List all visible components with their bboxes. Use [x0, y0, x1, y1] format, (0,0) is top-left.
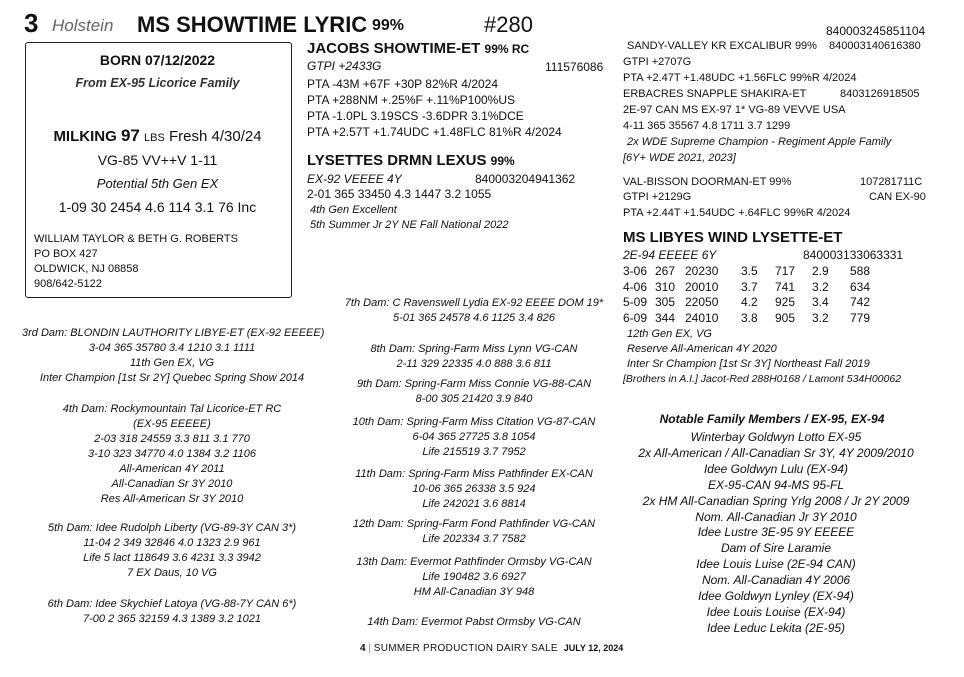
dam-line: 3-04 365 35780 3.4 1210 3.1 1111	[88, 342, 256, 354]
dam-title: 10th Dam: Spring-Farm Miss Citation VG-87-CAN	[352, 416, 596, 428]
sires-sire-registration: 840003140616380	[829, 40, 921, 52]
dam-title: 13th Dam: Evermot Pathfinder Ormsby VG-CAN	[356, 556, 592, 568]
record-cell: 22050	[685, 295, 719, 309]
sires-sire-name: SANDY-VALLEY KR EXCALIBUR 99%	[627, 40, 817, 52]
sire-pta: PTA -1.0PL 3.19SCS -3.6DPR 3.1%DCE	[307, 109, 524, 123]
dam-line: Life 242021 3.6 8814	[422, 498, 526, 510]
record-cell: 4.2	[741, 295, 758, 309]
mgs-gtpi: GTPI +2129G	[623, 191, 692, 203]
mgs-pta: PTA +2.44T +1.54UDC +.64FLC 99%R 4/2024	[623, 207, 851, 219]
animal-name: MS SHOWTIME LYRIC	[137, 12, 368, 37]
milking-value: 97	[120, 126, 140, 145]
notable-member: Nom. All-Canadian Jr 3Y 2010	[695, 509, 857, 524]
granddam-name: MS LIBYES WIND LYSETTE-ET	[623, 229, 843, 246]
record-cell: 310	[655, 279, 676, 294]
record-cell: 24010	[685, 310, 719, 325]
sires-dam-name: ERBACRES SNAPPLE SHAKIRA-ET	[623, 88, 807, 100]
dam-line: Res All-American Sr 3Y 2010	[100, 493, 244, 505]
dam-title: 14th Dam: Evermot Pabst Ormsby VG-CAN	[367, 616, 581, 628]
footer-separator: |	[368, 643, 371, 654]
record-cell: 20230	[685, 264, 719, 278]
sires-dam-note: 2x WDE Supreme Champion - Regiment Apple Family	[627, 136, 892, 148]
catalog-number: #280	[484, 12, 533, 37]
notable-member: Dam of Sire Laramie	[720, 541, 832, 556]
page-number: 4	[360, 643, 366, 654]
dam-title: 9th Dam: Spring-Farm Miss Connie VG-88-CAN	[356, 378, 592, 390]
sire-registration: 111576086	[545, 60, 604, 74]
sire-pta: PTA +2.57T +1.74UDC +1.48FLC 81%R 4/2024	[307, 125, 562, 139]
mgs-registration: 107281711C	[860, 176, 923, 188]
footer-title: SUMMER PRODUCTION DAIRY SALE	[373, 643, 558, 654]
granddam-note: 12th Gen EX, VG	[627, 328, 712, 340]
dam-name: LYSETTES DRMN LEXUS 99%	[307, 152, 515, 169]
mgs-class: CAN EX-90	[869, 191, 926, 203]
record-cell: 3-06	[623, 264, 648, 278]
milking-unit: LBS	[144, 132, 165, 144]
record-cell: 3.7	[741, 279, 758, 294]
record-cell: 741	[775, 279, 796, 294]
record-cell: 3.2	[812, 310, 829, 325]
notable-member: EX-95-CAN 94-MS 95-FL	[707, 477, 845, 492]
record-cell: 2.9	[812, 264, 829, 278]
dam-line: 6-04 365 27725 3.8 1054	[412, 431, 536, 443]
record-cell: 3.5	[741, 264, 758, 278]
lot-number: 3	[24, 8, 39, 38]
dam-line: 5-01 365 24578 4.6 1125 3.4 826	[393, 312, 555, 324]
dam-line: HM All-Canadian 3Y 948	[413, 586, 535, 598]
dam-line: 7 EX Daus, 10 VG	[127, 567, 217, 579]
record-cell: 6-09	[623, 310, 648, 325]
dam-title: 8th Dam: Spring-Farm Miss Lynn VG-CAN	[370, 343, 578, 355]
record-cell: 305	[655, 295, 676, 309]
record-cell: 20010	[685, 279, 719, 294]
record-cell: 3.8	[741, 310, 758, 325]
dam-title: 12th Dam: Spring-Farm Fond Pathfinder VG-CAN	[352, 518, 596, 530]
dam-title: 6th Dam: Idee Skychief Latoya (VG-88-7Y CAN 6*)	[47, 598, 297, 610]
dam-registration: 840003204941362	[475, 172, 576, 186]
dam-note: 4th Gen Excellent	[310, 204, 397, 216]
sires-dam-class: 2E-97 CAN MS EX-97 1* VG-89 VEVVE USA	[623, 104, 846, 116]
record-cell: 779	[850, 310, 871, 325]
mgs-name: VAL-BISSON DOORMAN-ET 99%	[623, 176, 792, 188]
sire-name: JACOBS SHOWTIME-ET 99% RC	[307, 40, 530, 57]
potential: Potential 5th Gen EX	[96, 176, 219, 191]
milking-label: MILKING	[53, 128, 117, 145]
born-date: BORN 07/12/2022	[99, 52, 216, 68]
granddam-registration: 840003133063331	[803, 248, 904, 262]
granddam-class: 2E-94 EEEEE 6Y	[623, 248, 717, 262]
notable-member: Winterbay Goldwyn Lotto EX-95	[690, 430, 862, 444]
dam-line: 10-06 365 26338 3.5 924	[412, 483, 536, 495]
record-cell: 3.4	[812, 295, 829, 309]
dam-line: Inter Champion [1st Sr 2Y] Quebec Spring Show 2014	[39, 372, 305, 384]
record-cell: 267	[655, 264, 676, 278]
footer	[360, 643, 623, 654]
sire-pta: PTA -43M +67F +30P 82%R 4/2024	[307, 77, 499, 91]
sires-dam-registration: 8403126918505	[840, 88, 920, 100]
notable-member: Idee Lustre 3E-95 9Y EEEEE	[697, 525, 855, 540]
animal-registration: 840003245851104	[826, 24, 926, 38]
notable-member: Idee Louis Luise (2E-94 CAN)	[696, 557, 856, 572]
milking-line	[25, 126, 290, 146]
notable-member: Nom. All-Canadian 4Y 2006	[701, 573, 851, 588]
record-cell: 634	[850, 279, 871, 294]
notable-member: 2x All-American / All-Canadian Sr 3Y, 4Y 2009/2010	[638, 445, 914, 460]
notable-member: Idee Leduc Lekita (2E-95)	[706, 620, 846, 635]
sires-sire-gtpi: GTPI +2707G	[623, 56, 692, 68]
dam-line: 7-00 2 365 32159 4.3 1389 3.2 1021	[83, 613, 261, 625]
footer-date: JULY 12, 2024	[563, 643, 624, 653]
notable-member: Idee Goldwyn Lynley (EX-94)	[698, 589, 854, 603]
dam-line: Life 215519 3.7 7952	[422, 446, 526, 458]
record-cell: 588	[850, 264, 871, 278]
owner-phone: 908/642-5122	[34, 278, 102, 290]
sires-dam-note: [6Y+ WDE 2021, 2023]	[623, 152, 736, 164]
notable-heading: Notable Family Members / EX-95, EX-94	[659, 412, 885, 426]
dam-line: Life 202334 3.7 7582	[422, 533, 526, 545]
sires-dam-record: 4-11 365 35567 4.8 1711 3.7 1299	[623, 120, 791, 132]
dam-line: Life 190482 3.6 6927	[422, 571, 526, 583]
dam-line: 11-04 2 349 32846 4.0 1323 2.9 961	[83, 537, 261, 549]
dam-title: 5th Dam: Idee Rudolph Liberty (VG-89-3Y CAN 3*)	[47, 522, 297, 534]
record-cell: 742	[850, 295, 871, 309]
notable-member: Idee Louis Louise (EX-94)	[706, 604, 846, 619]
production-record: 1-09 30 2454 4.6 114 3.1 76 Inc	[58, 199, 257, 215]
record-cell: 925	[775, 295, 796, 309]
granddam-note: Inter Sr Champion [1st Sr 3Y] Northeast Fall 2019	[627, 358, 870, 370]
classification: VG-85 VV++V 1-11	[97, 152, 218, 168]
record-cell: 5-09	[623, 295, 648, 309]
dam-line: All-Canadian Sr 3Y 2010	[111, 478, 233, 490]
dam-title: 7th Dam: C Ravenswell Lydia EX-92 EEEE DOM 19*	[344, 297, 604, 309]
record-cell: 905	[775, 310, 796, 325]
notable-member: Idee Goldwyn Lulu (EX-94)	[703, 461, 849, 476]
dam-record: 2-01 365 33450 4.3 1447 3.2 1055	[307, 187, 492, 201]
owner-address: PO BOX 427	[34, 248, 98, 260]
sire-gtpi: GTPI +2433G	[307, 59, 382, 73]
animal-pct: 99%	[372, 17, 405, 34]
owner-city: OLDWICK, NJ 08858	[34, 263, 139, 275]
dam-line: 2-11 329 22335 4.0 888 3.6 811	[396, 358, 552, 370]
breed: Holstein	[52, 16, 114, 35]
dam-line: 2-03 318 24559 3.3 811 3.1 770	[94, 433, 250, 445]
dam-note: 5th Summer Jr 2Y NE Fall National 2022	[310, 219, 509, 231]
dam-line: (EX-95 EEEEE)	[133, 418, 211, 430]
dam-class: EX-92 VEEEE 4Y	[307, 172, 402, 186]
dam-line: All-American 4Y 2011	[119, 463, 225, 475]
owner-name: WILLIAM TAYLOR & BETH G. ROBERTS	[34, 233, 238, 245]
granddam-note: Reserve All-American 4Y 2020	[627, 343, 777, 355]
dam-title: 3rd Dam: BLONDIN LAUTHORITY LIBYE-ET (EX-92 EEEEE)	[22, 327, 325, 339]
dam-line: Life 5 lact 118649 3.6 4231 3.3 3942	[83, 552, 261, 564]
dam-pct: 99%	[490, 154, 515, 168]
dam-title: 4th Dam: Rockymountain Tal Licorice-ET RC	[62, 403, 282, 415]
record-cell: 3.2	[812, 279, 829, 294]
record-cell: 4-06	[623, 279, 648, 294]
family-line: From EX-95 Licorice Family	[75, 76, 240, 90]
dam-line: 8-00 305 21420 3.9 840	[415, 393, 533, 405]
sire-pta: PTA +288NM +.25%F +.11%P100%US	[307, 93, 516, 107]
record-cell: 344	[655, 310, 676, 325]
sires-sire-pta: PTA +2.47T +1.48UDC +1.56FLC 99%R 4/2024	[623, 72, 857, 84]
sire-pct: 99% RC	[484, 42, 530, 56]
granddam-note: [Brothers in A.I.] Jacot-Red 288H0168 / Lamont 534H00062	[623, 373, 902, 385]
dam-title: 11th Dam: Spring-Farm Miss Pathfinder EX-CAN	[355, 468, 593, 480]
record-cell: 717	[775, 264, 796, 278]
fresh-date: Fresh 4/30/24	[169, 128, 262, 145]
notable-member: 2x HM All-Canadian Spring Yrlg 2008 / Jr 2Y 2009	[642, 493, 910, 508]
dam-line: 11th Gen EX, VG	[129, 357, 215, 369]
dam-line: 3-10 323 34770 4.0 1384 3.2 1106	[87, 448, 256, 460]
